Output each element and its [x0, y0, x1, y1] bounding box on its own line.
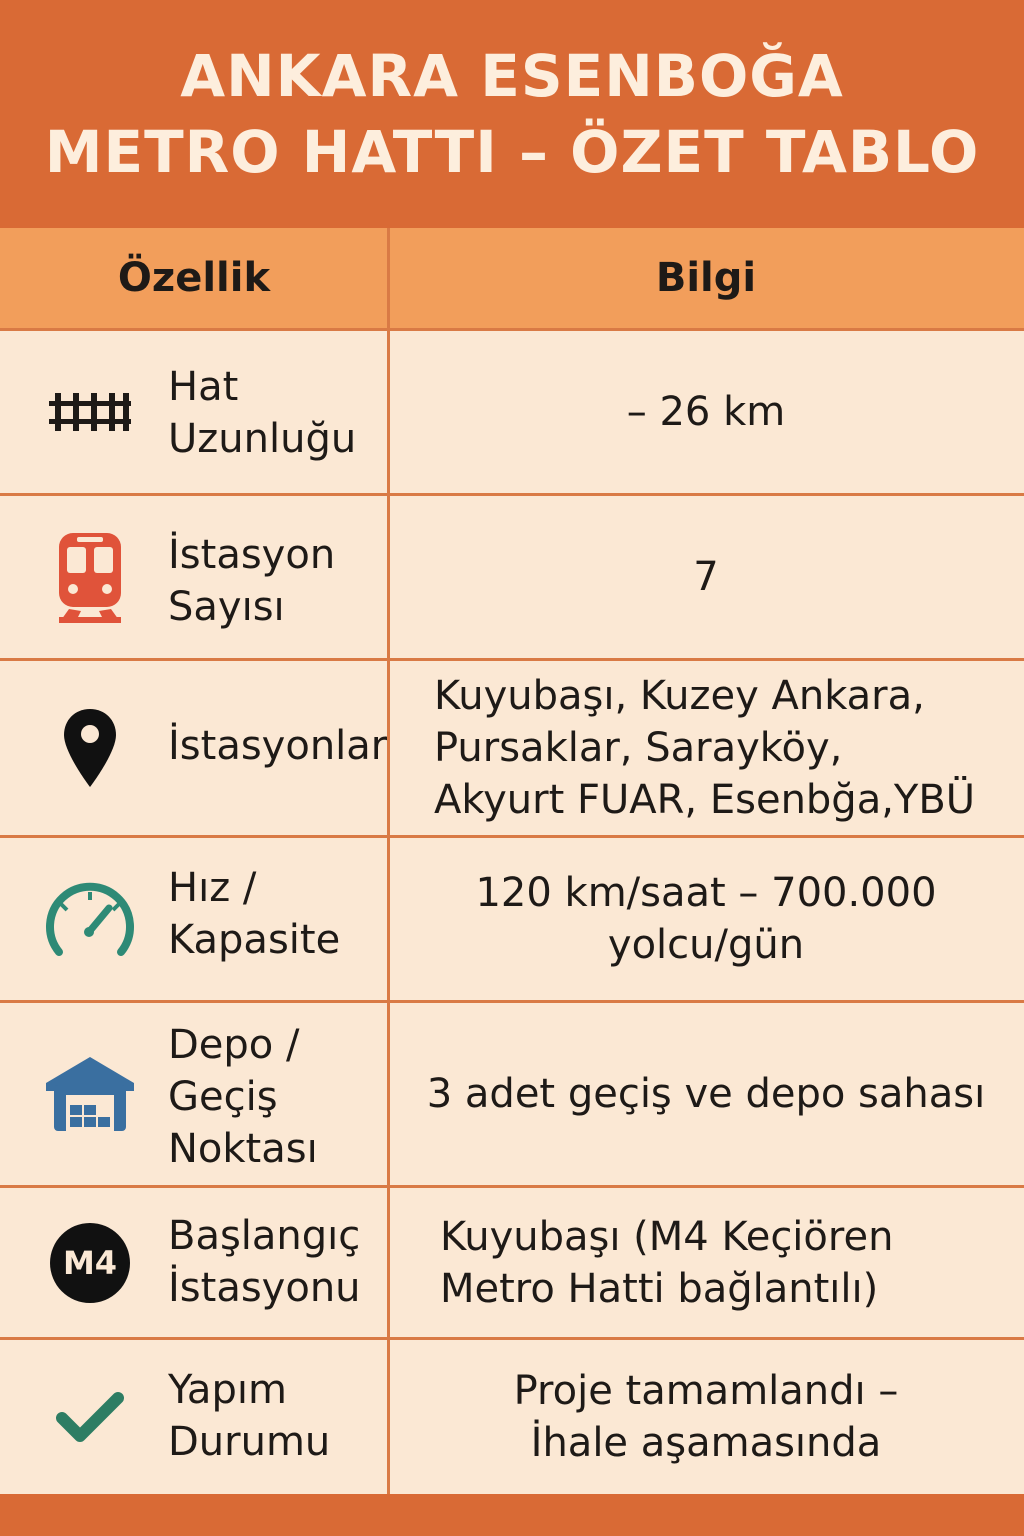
row-label-stations: İstasyonlar [168, 723, 388, 769]
train-icon [40, 496, 140, 658]
title-banner [0, 0, 1024, 228]
depot-garage-icon [40, 1003, 140, 1185]
row-label-depot: Depo / Geçiş Noktası [168, 1022, 318, 1172]
column-header-feature: Özellik [117, 255, 271, 301]
row-label-station-count: İstasyon Sayısı [168, 532, 336, 630]
m4-badge-icon [40, 1188, 140, 1337]
checkmark-icon [40, 1340, 140, 1494]
speedometer-icon [40, 838, 140, 1000]
table-row [0, 835, 1024, 1000]
column-divider [387, 228, 390, 1494]
row-value-speed-capacity: 120 km/saat – 700.000 yolcu/gün [475, 870, 937, 968]
row-value-depot: 3 adet geçiş ve depo sahası [426, 1071, 986, 1117]
table-row [0, 1185, 1024, 1337]
table-row [0, 1000, 1024, 1185]
row-label-speed-capacity: Hız / Kapasite [168, 865, 341, 963]
footer-bar [0, 1494, 1024, 1536]
row-value-construction-status: Proje tamamlandı – İhale aşamasında [513, 1368, 899, 1466]
row-value-stations: Kuyubaşı, Kuzey Ankara, Pursaklar, Sarayköy, Akyurt FUAR, Esenbğa,YBÜ [434, 673, 976, 823]
row-label-construction-status: Yapım Durumu [168, 1367, 331, 1465]
title-line-2: METRO HATTI – ÖZET TABLO [44, 118, 980, 186]
row-label-length: Hat Uzunluğu [168, 364, 357, 462]
m4-badge-text: M4 [62, 1243, 118, 1282]
column-header-row [0, 228, 1024, 328]
row-label-start-station: Başlangıç İstasyonu [168, 1213, 361, 1311]
row-value-start-station: Kuyubaşı (M4 Keçiören Metro Hatti bağlantılı) [440, 1213, 894, 1312]
table-row [0, 1337, 1024, 1494]
rail-track-icon [40, 331, 140, 493]
table-row [0, 328, 1024, 493]
location-pin-icon [40, 661, 140, 835]
row-value-station-count: 7 [693, 554, 719, 600]
column-header-info: Bilgi [655, 255, 757, 301]
table-row [0, 493, 1024, 658]
table-row [0, 658, 1024, 835]
title-line-1: ANKARA ESENBOĞA [180, 42, 844, 110]
row-value-length: – 26 km [626, 389, 786, 435]
